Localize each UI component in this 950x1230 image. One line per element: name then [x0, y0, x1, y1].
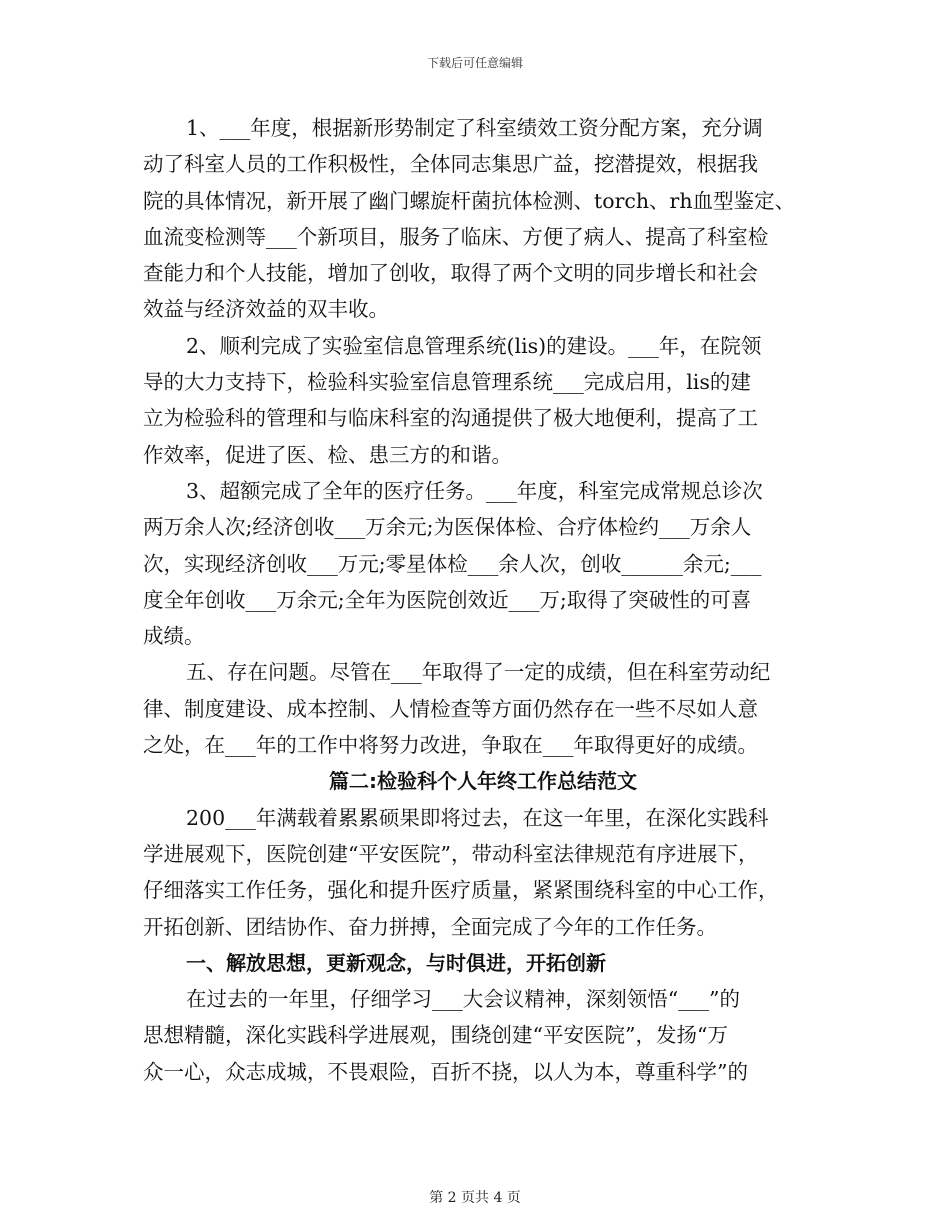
paragraph-line: 五、存在问题。尽管在___年取得了一定的成绩，但在科室劳动纪 — [186, 660, 771, 685]
paragraph-line: 开拓创新、团结协作、奋力拼搏，全面完成了今年的工作任务。 — [143, 914, 717, 939]
paragraph-line: 查能力和个人技能，增加了创收，取得了两个文明的同步增长和社会 — [143, 261, 758, 286]
paragraph-line: 成绩。 — [143, 624, 205, 649]
paragraph-line: 律、制度建设、成本控制、人情检查等方面仍然存在一些不尽如人意 — [143, 696, 758, 721]
paragraph-line: 3、超额完成了全年的医疗任务。___年度，科室完成常规总诊次 — [186, 478, 763, 503]
paragraph-line: 次，实现经济创收___万元;零星体检___余人次，创收______余元;___ — [143, 551, 762, 576]
paragraph-line: 2、顺利完成了实验室信息管理系统(lis)的建设。___年，在院领 — [186, 333, 762, 358]
paragraph-line: 1、___年度，根据新形势制定了科室绩效工资分配方案，充分调 — [186, 116, 763, 140]
paragraph-line: 之处，在___年的工作中将努力改进，争取在___年取得更好的成绩。 — [143, 733, 758, 758]
document-body — [143, 110, 823, 1090]
page-footer: 第 2 页共 4 页 — [429, 1190, 521, 1206]
paragraph-line: 效益与经济效益的双丰收。 — [143, 297, 389, 322]
subsection-heading: 一、解放思想，更新观念，与时俱进，开拓创新 — [186, 950, 606, 975]
paragraph-line: 动了科室人员的工作积极性，全体同志集思广益，挖潜提效，根据我 — [143, 152, 758, 177]
paragraph-line: 200___年满载着累累硕果即将过去，在这一年里，在深化实践科 — [186, 805, 769, 830]
paragraph-line: 血流变检测等___个新项目，服务了临床、方便了病人、提高了科室检 — [143, 224, 769, 249]
paragraph-line: 作效率，促进了医、检、患三方的和谐。 — [143, 442, 512, 467]
paragraph-line: 两万余人次;经济创收___万余元;为医保体检、合疗体检约___万余人 — [143, 515, 752, 540]
paragraph-line: 院的具体情况，新开展了幽门螺旋杆菌抗体检测、torch、rh血型鉴定、 — [143, 188, 796, 213]
paragraph-line: 学进展观下，医院创建“平安医院”，带动科室法律规范有序进展下， — [143, 841, 759, 866]
paragraph-line: 导的大力支持下，检验科实验室信息管理系统___完成启用，lis的建 — [143, 370, 751, 395]
paragraph-line: 立为检验科的管理和与临床科室的沟通提供了极大地便利，提高了工 — [143, 406, 758, 431]
section-title: 篇二:检验科个人年终工作总结范文 — [329, 769, 637, 794]
paragraph-line: 在过去的一年里，仔细学习___大会议精神，深刻领悟“___”的 — [186, 987, 740, 1012]
paragraph-line: 众一心，众志成城，不畏艰险，百折不挠，以人为本，尊重科学”的 — [143, 1059, 748, 1084]
paragraph-line: 思想精髓，深化实践科学进展观，围绕创建“平安医院”，发扬“万 — [143, 1023, 728, 1048]
paragraph-line: 度全年创收___万余元;全年为医院创效近___万;取得了突破性的可喜 — [143, 587, 752, 612]
paragraph-line: 仔细落实工作任务，强化和提升医疗质量，紧紧围绕科室的中心工作， — [143, 878, 779, 903]
page-header: 下载后可任意编辑 — [426, 56, 523, 70]
